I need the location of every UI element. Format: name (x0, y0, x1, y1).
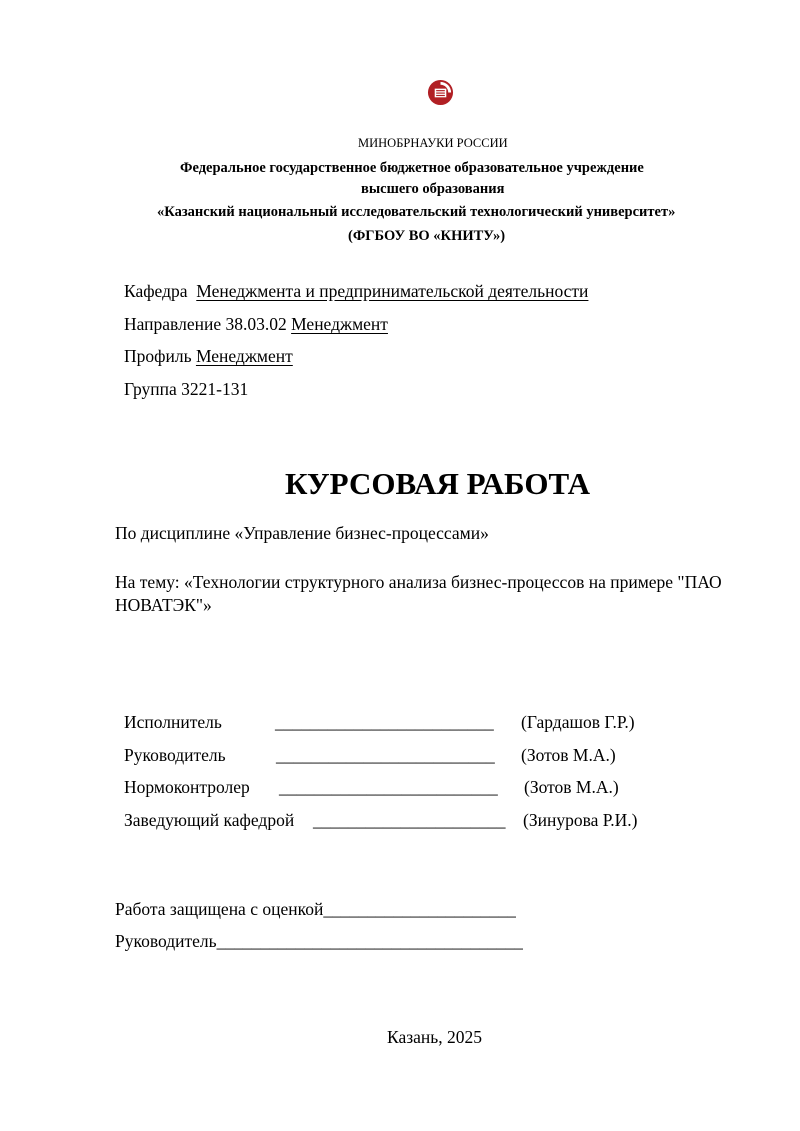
signature-role-head: Заведующий кафедрой (124, 810, 295, 830)
defense-grade-line: Работа защищена с оценкой______________________ (115, 899, 516, 919)
org-name-line-3: «Казанский национальный исследовательский технологический университет» (157, 204, 676, 220)
city-year: Казань, 2025 (387, 1027, 482, 1047)
signature-role-supervisor: Руководитель (124, 745, 226, 765)
signature-name-normcontroller: (Зотов М.А.) (524, 777, 619, 797)
defense-supervisor-line: Руководитель___________________________________ (115, 931, 523, 951)
direction-label: Направление 38.03.02 (124, 314, 287, 334)
ministry-name: МИНОБРНАУКИ РОССИИ (358, 136, 508, 150)
signature-line-executor: _________________________ (275, 712, 494, 732)
signature-name-supervisor: (Зотов М.А.) (521, 745, 616, 765)
direction-line (124, 314, 388, 335)
direction-value: Менеджмент (291, 314, 388, 334)
university-emblem-icon (427, 79, 454, 106)
profile-label: Профиль (124, 346, 192, 366)
org-name-line-2: высшего образования (361, 181, 505, 197)
signature-line-head: ______________________ (313, 810, 506, 830)
document-title: КУРСОВАЯ РАБОТА (285, 466, 590, 501)
signature-line-supervisor: _________________________ (276, 745, 495, 765)
signature-role-normcontroller: Нормоконтролер (124, 777, 250, 797)
signature-role-executor: Исполнитель (124, 712, 222, 732)
discipline-line: По дисциплине «Управление бизнес-процессами» (115, 523, 489, 543)
signature-name-executor: (Гардашов Г.Р.) (521, 712, 635, 732)
department-line (124, 281, 588, 302)
org-name-line-1: Федеральное государственное бюджетное образовательное учреждение (180, 160, 644, 176)
org-abbreviation: (ФГБОУ ВО «КНИТУ») (348, 228, 506, 244)
signature-line-normcontroller: _________________________ (279, 777, 498, 797)
department-value: Менеджмента и предпринимательской деятельности (196, 281, 589, 301)
topic-line-2: НОВАТЭК"» (115, 595, 212, 615)
signature-name-head: (Зинурова Р.И.) (523, 810, 638, 830)
profile-value: Менеджмент (195, 346, 293, 366)
profile-line (124, 346, 293, 367)
topic-line-1: На тему: «Технологии структурного анализа бизнес-процессов на примере "ПАО (115, 572, 722, 592)
group-line: Группа 3221-131 (124, 379, 249, 399)
department-label: Кафедра (124, 281, 188, 301)
